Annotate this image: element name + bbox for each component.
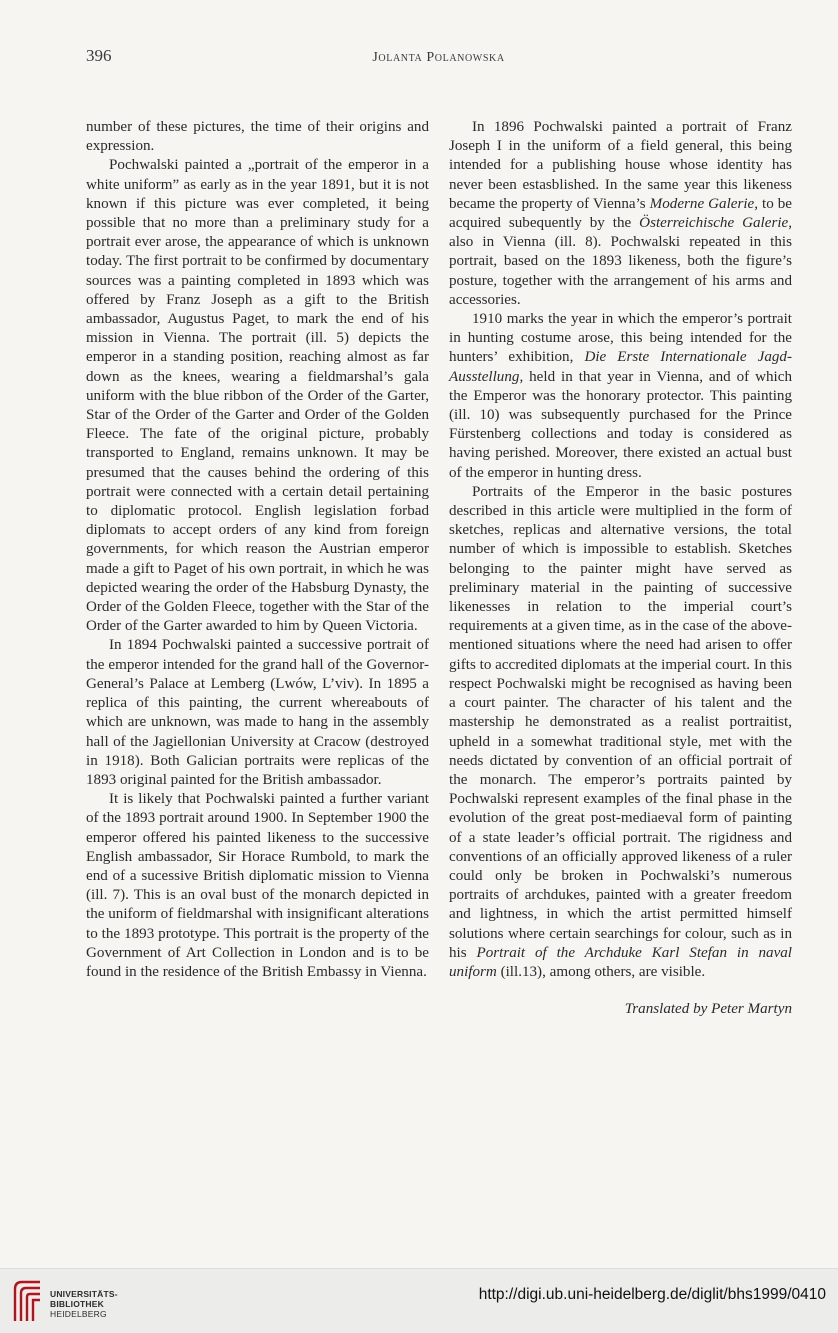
paragraph: It is likely that Pochwalski painted a further variant of the 1893 portrait around 1900. In September 1900 the emperor offered his painted likeness to the successive English ambassador, Sir Horace Rumbold, to mark the end of a sucessive British diplomatic mission to Vienna (ill. 7). This is an oval bust of the monarch depicted in the uniform of fieldmarshal with insignificant alterations to the 1893 prototype. This portrait is the property of the Government of Art Collection in London and is to be found in the residence of the British Embassy in Vienna. xyxy=(86,791,429,980)
paragraph: In 1896 Pochwalski painted a portrait of Franz Joseph I in the uniform of a field general, this being intended for a publishing house whose identity has never been estasblished. In the same year this likeness became the property of Vienna’s Moderne Galerie, to be acquired subequently by the Österreichische Galerie, also in Vienna (ill. 8). Pochwalski repeated in this portrait, based on the 1893 likeness, both the figure’s posture, together with the arrangement of his arms and accessories. xyxy=(449,119,792,308)
translator-credit: Translated by Peter Martyn xyxy=(624,1001,792,1018)
viewer-footer xyxy=(0,1268,838,1333)
heidelberg-library-logo-icon xyxy=(10,1279,44,1323)
library-logo-text: UNIVERSITÄTS- BIBLIOTHEK HEIDELBERG xyxy=(50,1289,118,1319)
paragraph: Pochwalski painted a „portrait of the emperor in a white uniform” as early as in the year 1891, but it is not known if this picture was ever completed, it being possible that no more than a preliminary study for a portrait ever arose, the appearance of which is unknown today. The first portrait to be confirmed by documentary sources was a painting completed in 1893 which was offered by Franz Joseph as a gift to the British ambassador, Augustus Paget, to mark the end of his mission in Vienna. The portrait (ill. 5) depicts the emperor in a standing position, reaching almost as far down as the knees, wearing a fieldmarshal’s gala uniform with the blue ribbon of the Order of the Garter, Star of the Order of the Garter and Order of the Golden Fleece. The fate of the original picture, probably transported to England, remains unknown. It may be presumed that the causes behind the ordering of this portrait were connected with a certain detail pertaining to diplomatic protocol. English legislation forbad diplomats to accept orders of any kind from foreign governments, for which reason the Austrian emperor made a gift to Paget of his own portrait, in which he was depicted wearing the order of the Habsburg Dynasty, the Order of the Golden Fleece, together with the Star of the Order of the Garter awarded to him by Queen Victoria. xyxy=(86,157,429,635)
paragraph: 1910 marks the year in which the emperor’s portrait in hunting costume arose, this being intended for the hunters’ exhibition, Die Erste Internationale Jagd-Ausstellung, held in that year in Vienna, and of which the Emperor was the honorary protector. This painting (ill. 10) was subsequently purchased for the Prince Fürstenberg collections and today is considered as having perished. Moreover, there existed an actual bust of the emperor in hunting dress. xyxy=(449,311,792,481)
running-head: Jolanta Polanowska xyxy=(372,50,505,65)
paragraph: number of these pictures, the time of their origins and expression. xyxy=(86,119,429,155)
left-column xyxy=(86,118,429,982)
paragraph: Portraits of the Emperor in the basic postures described in this article were multiplied in the form of sketches, replicas and alternative versions, the total number of which is impossible to establish. Sketches belonging to the painter might have served as preliminary material in the painting of successive likenesses in relation to the imperial court’s requirements at a given time, as in the case of the above-mentioned situations where the need had arisen to offer gifts to accredited diplomats at the imperial court. In this respect Pochwalski might be recognised as having been a court painter. The character of his talent and the mastership he demonstrated as a realist portraitist, upheld in a somewhat traditional style, met with the needs dictated by convention of an official portrait of the monarch. The emperor’s portraits painted by Pochwalski represent examples of the final phase in the evolution of the great post-mediaeval form of painting of a state leader’s official portrait. The rigidness and conventions of an officially approved likeness of a ruler could only be broken in Pochwalski’s numerous portraits of archdukes, painted with a greater freedom and lightness, in which the artist permitted himself solutions where certain searchings for colour, such as in his Portrait of the Archduke Karl Stefan in naval uniform (ill.13), among others, are visible. xyxy=(449,483,793,980)
right-column xyxy=(449,118,792,1019)
permalink-url[interactable]: http://digi.ub.uni-heidelberg.de/diglit/bhs1999/0410 xyxy=(478,1286,826,1303)
paragraph: In 1894 Pochwalski painted a successive portrait of the emperor intended for the grand hall of the Governor-General’s Palace at Lemberg (Lwów, L’viv). In 1895 a replica of this painting, the current whereabouts of which are unknown, was made to hang in the assembly hall of the Jagiellonian University at Cracow (destroyed in 1918). Both Galician portraits were replicas of the 1893 original painted for the British ambassador. xyxy=(86,637,429,788)
page-header xyxy=(86,46,791,70)
page-number: 396 xyxy=(86,46,112,65)
library-logo[interactable] xyxy=(10,1277,140,1325)
